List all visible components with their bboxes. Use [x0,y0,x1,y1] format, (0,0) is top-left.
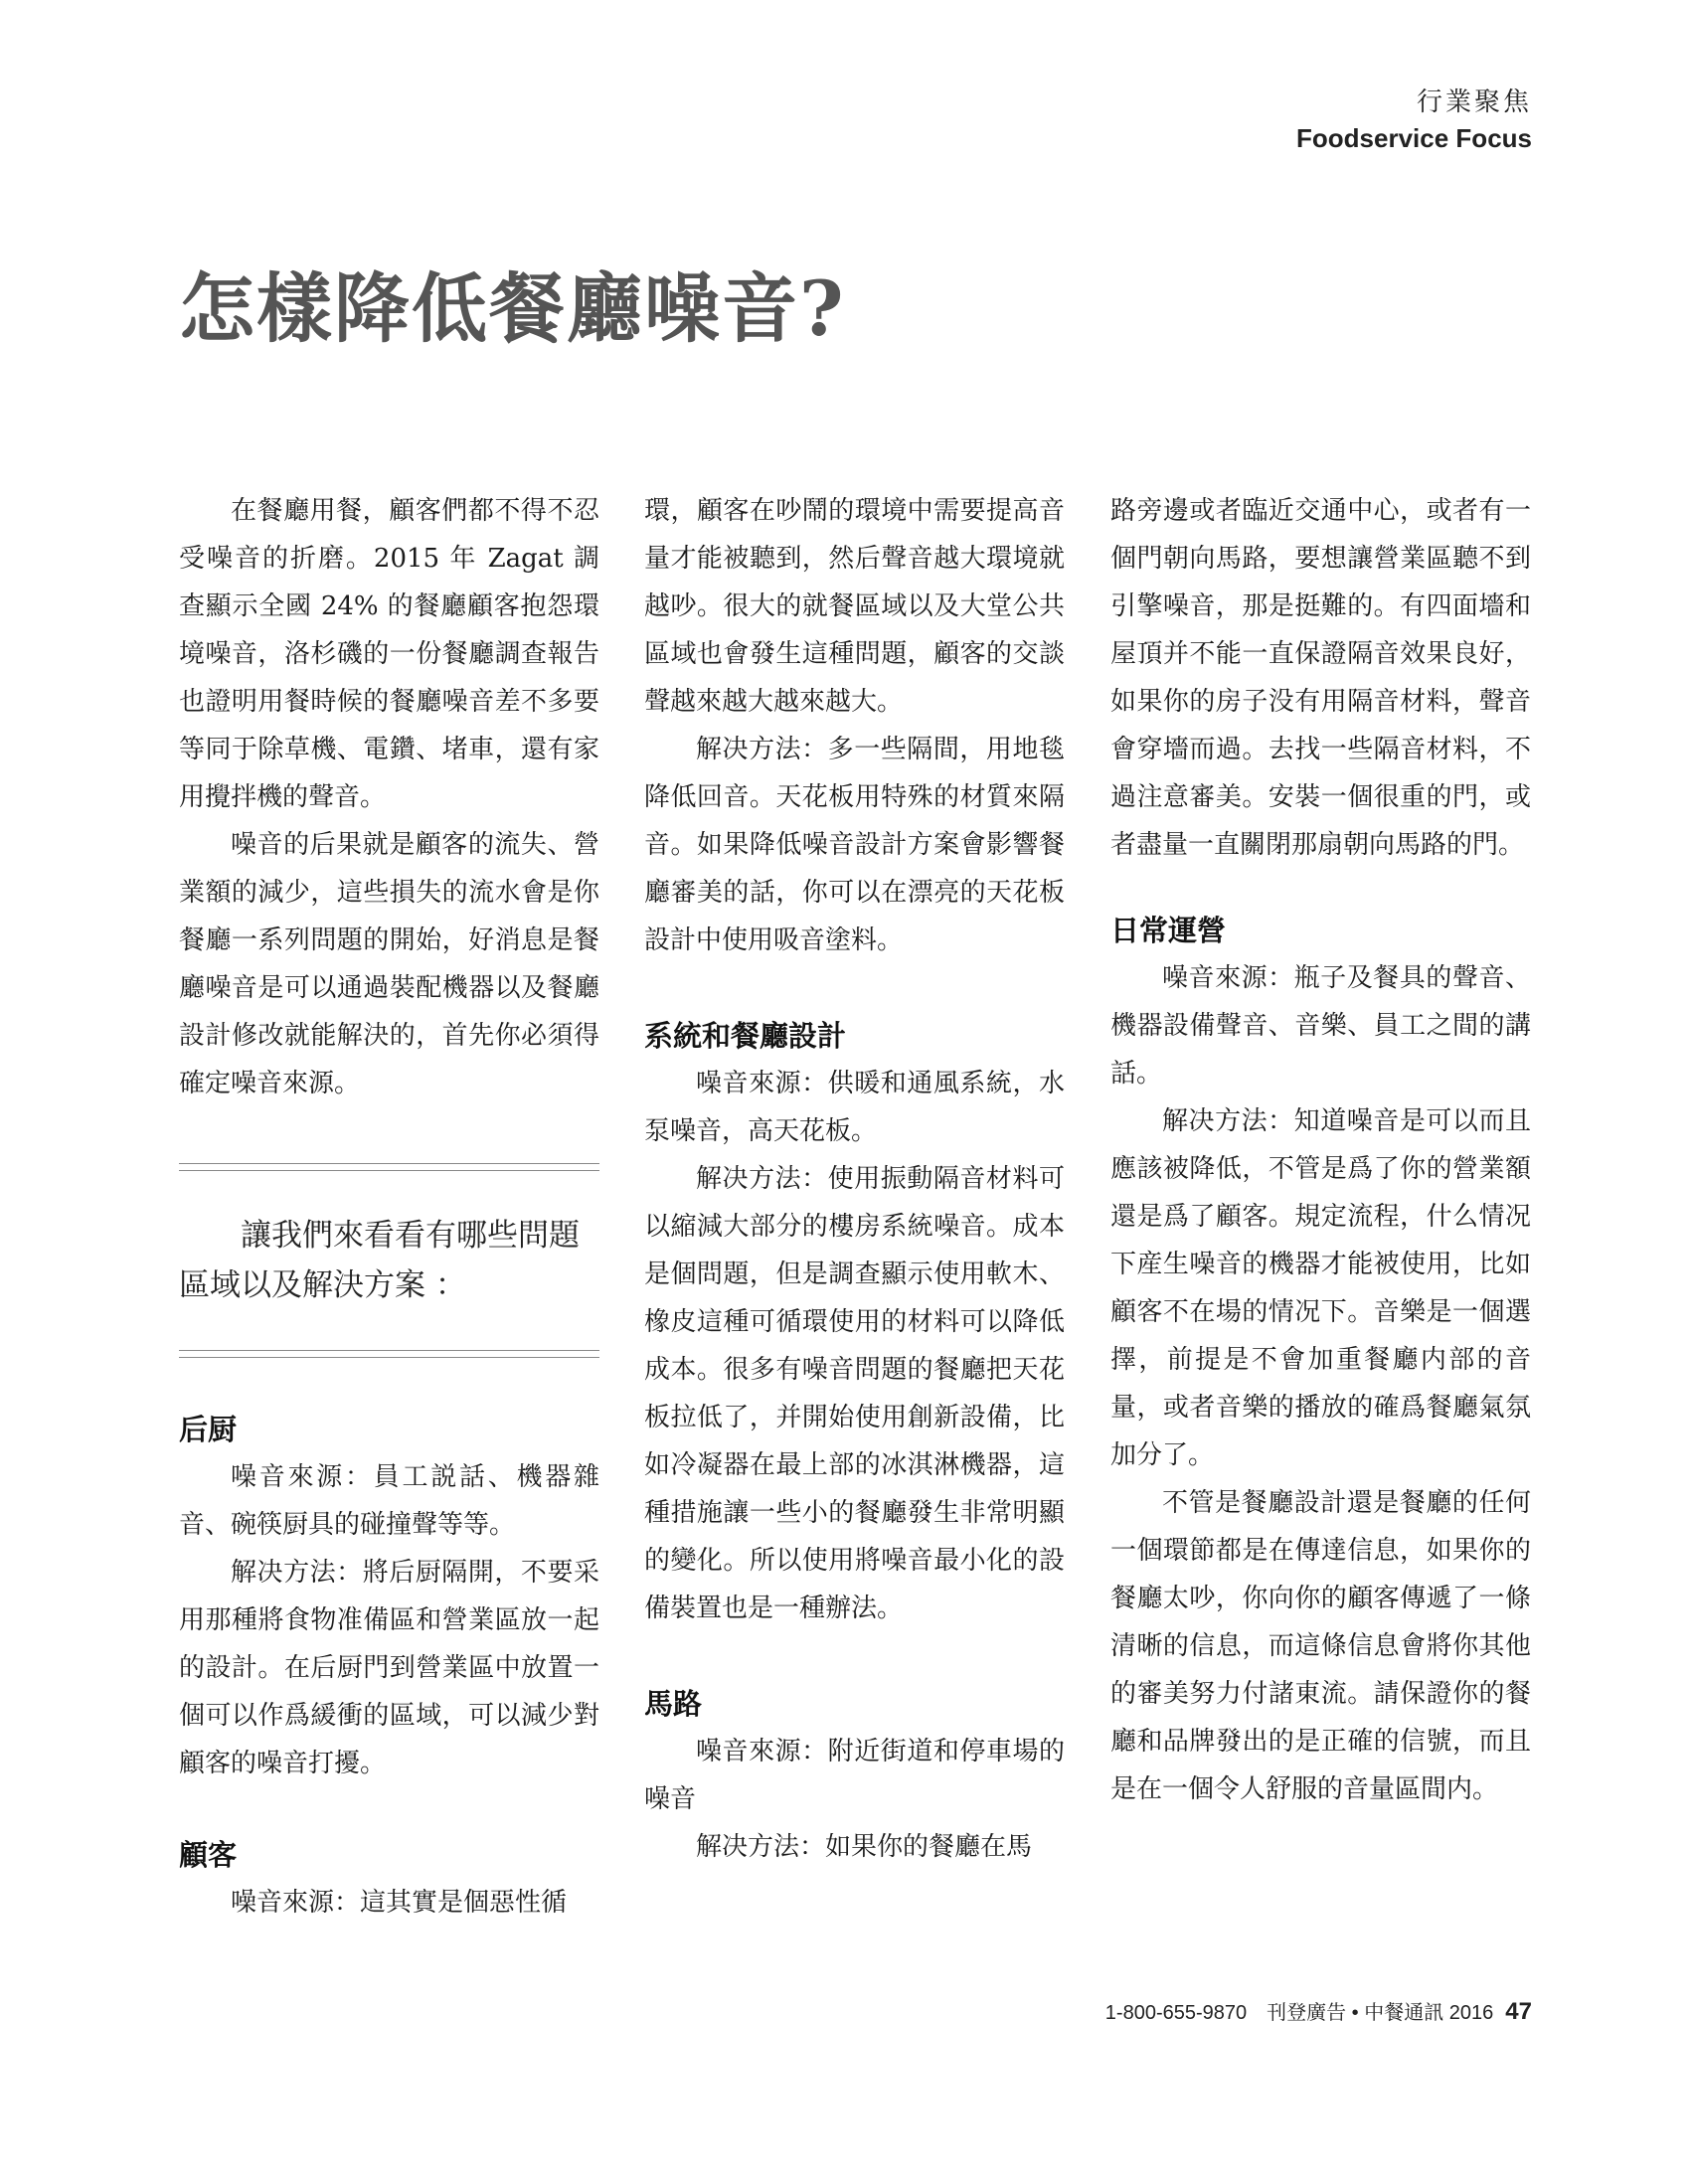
paragraph: 噪音來源：瓶子及餐具的聲音、機器設備聲音、音樂、員工之間的講話。 [1110,963,1531,1089]
paragraph: 不管是餐廳設計還是餐廳的任何一個環節都是在傳達信息，如果你的餐廳太吵，你向你的顧客傳遞了一條清晰的信息，而這條信息會將你其他的審美努力付諸東流。請保證你的餐廳和品牌發出的是正確的信號，而且是在一個令人舒服的音量區間内。 [1110,1488,1531,1804]
section-heading-operations: 日常運營 [1110,914,1227,947]
paragraph-continued: 環，顧客在吵鬧的環境中需要提高音量才能被聽到，然后聲音越大環境就越吵。很大的就餐區域以及大堂公共區域也會發生這種問題，顧客的交談聲越來越大越來越大。 [644,496,1065,717]
paragraph: 解决方法：知道噪音是可以而且應該被降低，不管是爲了你的營業額還是爲了顧客。規定流程，什么情况下産生噪音的機器才能被使用，比如顧客不在場的情况下。音樂是一個選擇，前提是不會加重餐廳内部的音量，或者音樂的播放的確爲餐廳氣氛加分了。 [1110,1106,1531,1470]
footer-text: 1-800-655-9870 刊登廣告 • 中餐通訊 2016 [1104,2002,1494,2024]
paragraph: 解决方法：如果你的餐廳在馬 [696,1832,1033,1862]
section-heading-road: 馬路 [644,1687,703,1721]
section-title-en: Foodservice Focus [1296,123,1532,153]
section-heading-kitchen: 后厨 [179,1413,238,1446]
callout-text: 讓我們來看看有哪些問題區域以及解決方案 ： [179,1218,580,1303]
column-3 [1110,487,1531,1813]
page-footer [1105,1996,1532,2026]
page-number: 47 [1505,1998,1532,2025]
section-title-zh: 行業聚焦 [1416,87,1532,117]
section-header [1296,84,1532,155]
intro-paragraph: 噪音的后果就是顧客的流失、營業額的減少，這些損失的流水會是你餐廳一系列問題的開始，好消息是餐廳噪音是可以通過裝配機器以及餐廳設計修改就能解決的，首先你必須得確定噪音來源。 [179,830,599,1098]
section-heading-systems: 系統和餐廳設計 [644,1019,847,1053]
paragraph-continued: 路旁邊或者臨近交通中心，或者有一個門朝向馬路，要想讓營業區聽不到引擎噪音，那是挺難的。有四面墻和屋頂并不能一直保證隔音效果良好，如果你的房子没有用隔音材料，聲音會穿墻而過。去找一些隔音材料，不過注意審美。安裝一個很重的門，或者盡量一直關閉那扇朝向馬路的門。 [1110,496,1531,860]
section-heading-customers: 顧客 [179,1838,238,1872]
paragraph: 解决方法：將后厨隔開，不要采用那種將食物准備區和營業區放一起的設計。在后厨門到營業區中放置一個可以作爲緩衝的區域，可以減少對顧客的噪音打擾。 [179,1558,599,1778]
paragraph: 噪音來源：附近街道和停車場的噪音 [644,1737,1065,1814]
paragraph: 解决方法：使用振動隔音材料可以縮減大部分的樓房系統噪音。成本是個問題，但是調查顯示使用軟木、橡皮這種可循環使用的材料可以降低成本。很多有噪音問題的餐廳把天花板拉低了，并開始使用創新設備，比如冷凝器在最上部的冰淇淋機器，這種措施讓一些小的餐廳發生非常明顯的變化。所以使用將噪音最小化的設備裝置也是一種辦法。 [644,1164,1065,1623]
intro-paragraph: 在餐廳用餐，顧客們都不得不忍受噪音的折磨。2015 年 Zagat 調查顯示全國 24% 的餐廳顧客抱怨環境噪音，洛杉磯的一份餐廳調查報告也證明用餐時候的餐廳噪音差不多要等同于除草機、電鑽、堵車，還有家用攪拌機的聲音。 [179,496,599,812]
divider-bottom [179,1350,599,1358]
column-1 [179,487,599,1927]
paragraph: 噪音來源：這其實是個惡性循 [231,1888,568,1918]
column-2 [644,487,1065,1871]
divider-top [179,1163,599,1171]
article-title: 怎樣降低餐廳噪音? [179,264,846,353]
paragraph: 解决方法：多一些隔間，用地毯降低回音。天花板用特殊的材質來隔音。如果降低噪音設計方案會影響餐廳審美的話，你可以在漂亮的天花板設計中使用吸音塗料。 [644,735,1065,955]
paragraph: 噪音來源：員工説話、機器雜音、碗筷厨具的碰撞聲等等。 [179,1462,599,1540]
paragraph: 噪音來源：供暖和通風系統，水泵噪音，高天花板。 [644,1069,1065,1146]
